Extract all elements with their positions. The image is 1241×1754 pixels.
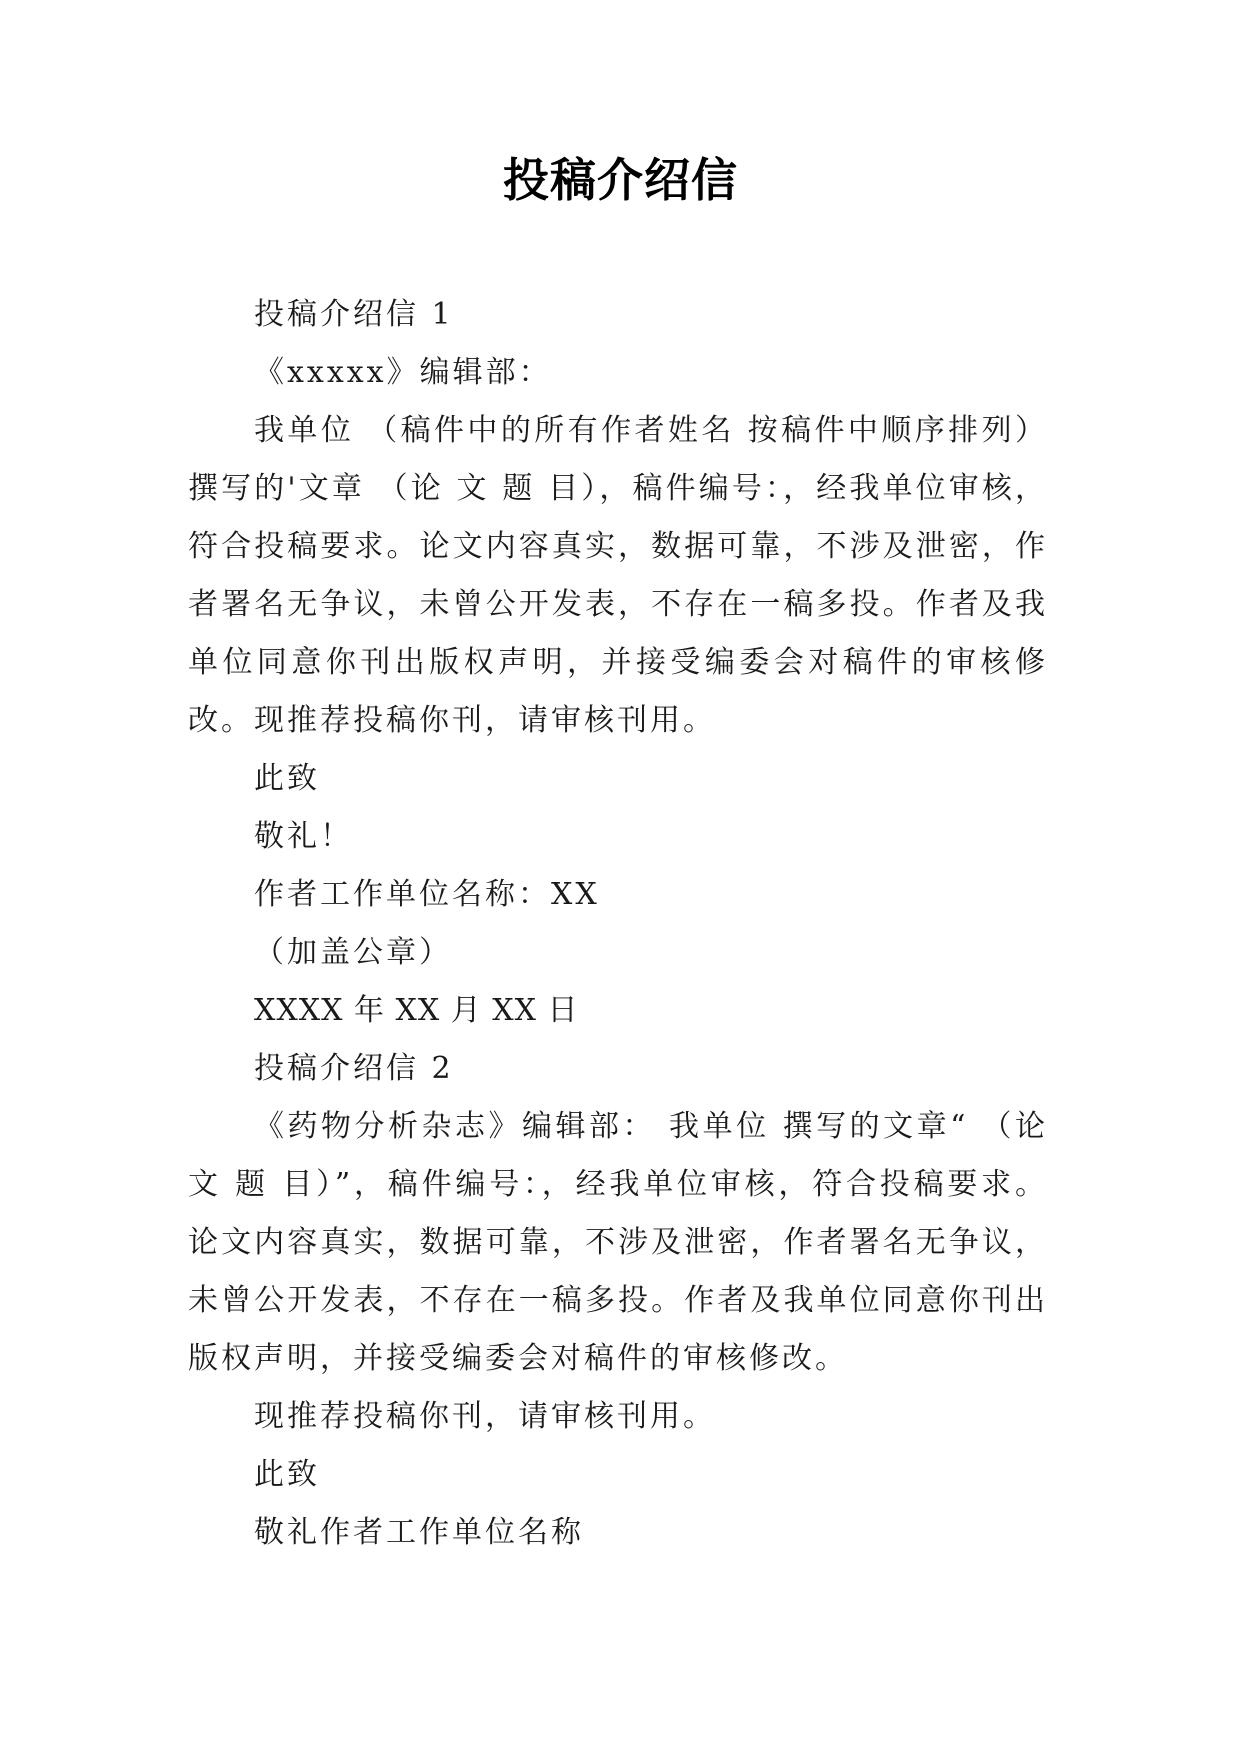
date-line: XXXX 年 XX 月 XX 日	[254, 993, 579, 1028]
closing-1: 此致	[254, 761, 320, 796]
closing-2: 此致	[254, 1457, 320, 1492]
document-body	[188, 286, 1048, 1562]
letter-heading-1: 投稿介绍信 1	[254, 297, 454, 332]
body-paragraph-2: 《药物分析杂志》编辑部： 我单位 撰写的文章“ （论 文 题 目）”，稿件编号：，经我单位审核，符合投稿要求。论文内容真实，数据可靠，不涉及泄密，作者署名无争议，未曾公开发表，不存在一稿多投。作者及我单位同意你刊出版权声明，并接受编委会对稿件的审核修改。	[188, 1109, 1048, 1376]
regards-1: 敬礼！	[254, 819, 353, 854]
document-title: 投稿介绍信	[503, 153, 738, 207]
body-paragraph-1: 我单位 （稿件中的所有作者姓名 按稿件中顺序排列）撰写的'文章 （论 文 题 目），稿件编号：，经我单位审核，符合投稿要求。论文内容真实，数据可靠，不涉及泄密，作者署名无争议，未曾公开发表，不存在一稿多投。作者及我单位同意你刊出版权声明，并接受编委会对稿件的审核修改。现推荐投稿你刊，请审核刊用。	[188, 413, 1048, 738]
letter-heading-2: 投稿介绍信 2	[254, 1051, 454, 1086]
regards-author-unit-2: 敬礼作者工作单位名称	[254, 1515, 584, 1550]
official-seal-note: （加盖公章）	[254, 935, 452, 970]
recommendation-2: 现推荐投稿你刊，请审核刊用。	[254, 1399, 716, 1434]
salutation-1: 《xxxxx》编辑部：	[254, 355, 552, 390]
author-unit-1: 作者工作单位名称：XX	[254, 877, 600, 912]
